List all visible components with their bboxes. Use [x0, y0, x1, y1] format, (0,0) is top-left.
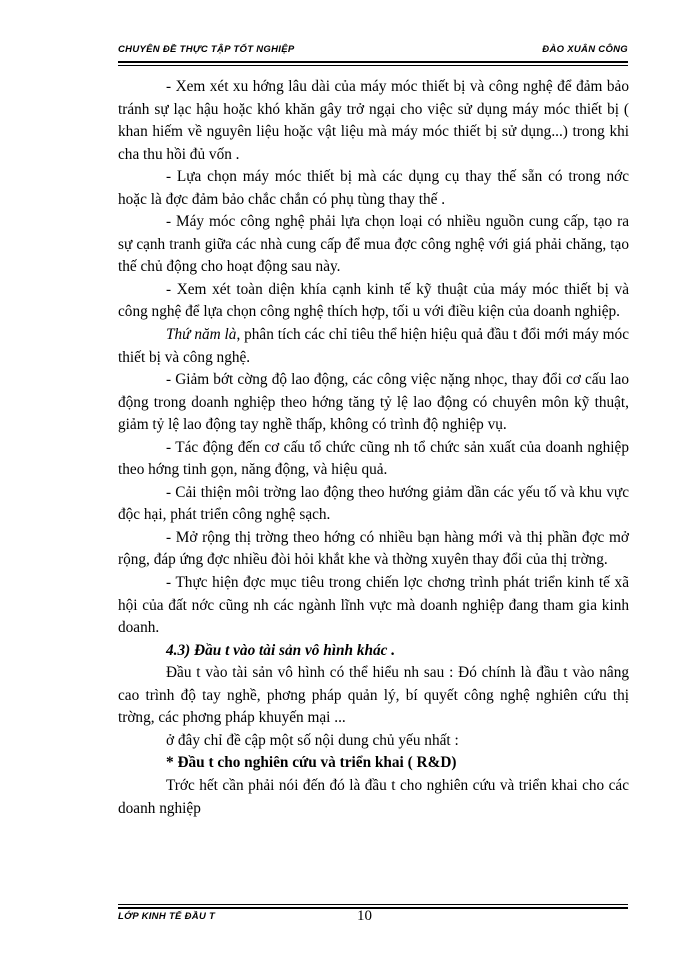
paragraph-fifth-point	[118, 324, 629, 369]
paragraph-organization: - Tác động đến cơ cấu tổ chức cũng nh tổ chức sản xuất của doanh nghiệp theo hớng tinh gọn, năng động, và hiệu quả.	[118, 438, 629, 479]
paragraph-environment: - Cải thiện môi trờng lao động theo hướng giảm dần các yếu tố và khu vực độc hại, phát triển công nghệ sạch.	[118, 483, 629, 524]
fifth-point-text: , phân tích các chỉ tiêu thể hiện hiệu quả đầu t đổi mới máy móc thiết bị và công nghệ.	[118, 326, 629, 366]
document-body	[118, 76, 629, 820]
footer-rule-thin	[118, 904, 628, 905]
section-heading-intangible: 4.3) Đầu t vào tài sản vô hình khác .	[166, 641, 396, 659]
page-number: 10	[357, 908, 372, 924]
footer-rule-thick	[118, 907, 628, 909]
paragraph-technical-review: - Xem xét toàn diện khía cạnh kinh tế kỹ thuật của máy móc thiết bị và công nghệ để lựa chọn công nghệ thích hợp, tối u với điều kiện của doanh nghiệp.	[118, 280, 629, 321]
paragraph-intangible-definition: Đầu t vào tài sản vô hình có thể hiểu nh sau : Đó chính là đầu t vào nâng cao trình độ tay nghề, phơng pháp quản lý, bí quyết công nghệ nghiên cứu thị trờng, các phơng pháp khuyến mại ...	[118, 664, 629, 727]
header-author: ĐÀO XUÂN CÔNG	[542, 44, 628, 55]
paragraph-strategy: - Thực hiện đợc mục tiêu trong chiến lợc chơng trình phát triển kinh tế xã hội của đất nớc cũng nh các ngành lĩnh vực mà doanh nghiệp đang tham gia kinh doanh.	[118, 574, 629, 637]
paragraph-trend: - Xem xét xu hớng lâu dài của máy móc thiết bị và công nghệ để đảm bảo tránh sự lạc hậu hoặc khó khăn gây trở ngại cho việc sử dụng máy móc thiết bị ( khan hiếm về nguyên liệu hoặc vật liệu mà máy móc thiết bị sử dụng...) trong khi cha thu hồi đủ vốn .	[118, 78, 629, 163]
paragraph-suppliers: - Máy móc công nghệ phải lựa chọn loại có nhiều nguồn cung cấp, tạo ra sự cạnh tranh giữa các nhà cung cấp để mua đợc công nghệ với giá phải chăng, tạo thế chủ động cho hoạt động sau này.	[118, 213, 629, 276]
paragraph-market: - Mở rộng thị trờng theo hớng có nhiều bạn hàng mới và thị phần đợc mở rộng, đáp ứng đợc nhiều đòi hỏi khắt khe và thờng xuyên thay đổi của thị trờng.	[118, 528, 629, 569]
section-heading-rnd: * Đầu t cho nghiên cứu và triển khai ( R&D)	[166, 754, 457, 772]
paragraph-rnd-intro: Trớc hết cần phải nói đến đó là đầu t cho nghiên cứu và triển khai cho các doanh nghiệp	[118, 776, 629, 817]
header-title: CHUYÊN ĐỀ THỰC TẬP TỐT NGHIỆP	[118, 44, 295, 55]
fifth-point-lead: Thứ năm là	[166, 326, 237, 344]
page-header	[118, 40, 628, 60]
footer-class-name: LỚP KINH TẾ ĐẦU T	[118, 911, 216, 922]
header-rule-thick	[118, 61, 628, 63]
paragraph-spare-parts: - Lựa chọn máy móc thiết bị mà các dụng cụ thay thế sẵn có trong nớc hoặc là đợc đảm bảo chắc chắn có phụ tùng thay thế .	[118, 168, 629, 208]
paragraph-scope: ở đây chỉ đề cập một số nội dung chủ yếu nhất :	[166, 731, 459, 749]
paragraph-labor: - Giảm bớt cờng độ lao động, các công việc nặng nhọc, thay đổi cơ cấu lao động trong doanh nghiệp theo hớng tăng tỷ lệ lao động có chuyên môn kỹ thuật, giảm tỷ lệ lao động tay nghề thấp, không có trình độ nghiệp vụ.	[118, 371, 629, 434]
header-rule-thin	[118, 65, 628, 66]
